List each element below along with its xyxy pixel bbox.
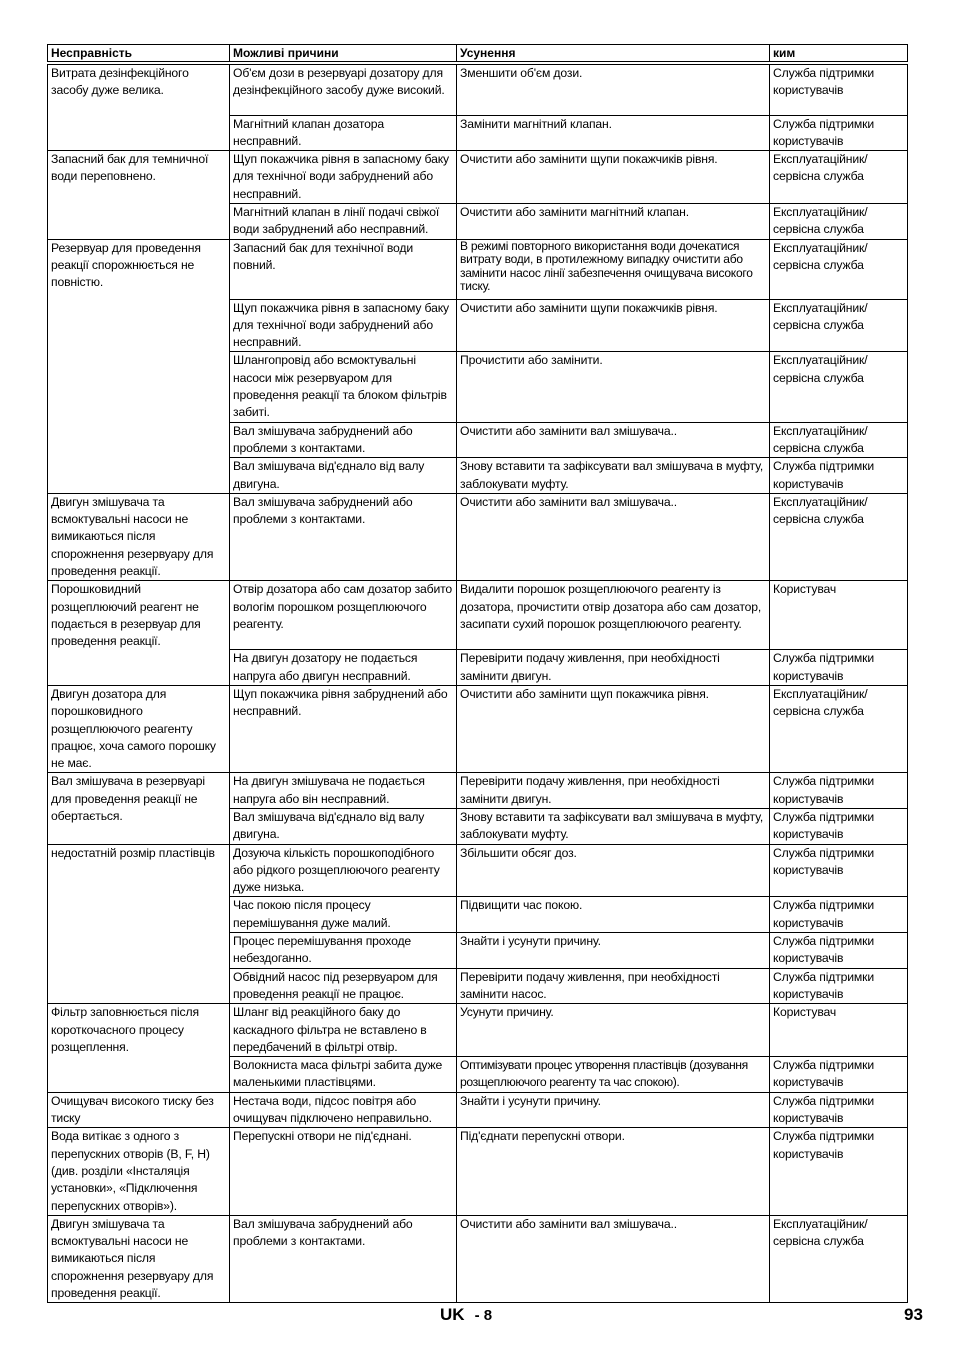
remedy-cell: Усунути причину. (457, 1004, 770, 1057)
by-cell: Експлуатаційник/ сервісна служба (770, 1215, 908, 1302)
cause-cell: На двигун дозатору не подається напруга або двигун несправний. (230, 650, 457, 686)
remedy-cell: Під'єднати перепускні отвори. (457, 1128, 770, 1215)
fault-cell: Двигун змішувача та всмоктувальні насоси не вимикаються після спорожнення резервуару для проведення реакції. (48, 493, 230, 580)
cause-cell: Магнітний клапан в лінії подачі свіжої води забруднений або несправний. (230, 203, 457, 239)
by-cell: Служба підтримки користувачів (770, 773, 908, 809)
fault-cell: Фільтр заповнюється після короткочасного процесу розщеплення. (48, 1004, 230, 1092)
remedy-cell: Знайти і усунути причину. (457, 933, 770, 969)
cause-cell: Процес перемішування проходе небездоганно. (230, 933, 457, 969)
page-number: 93 (904, 1305, 923, 1324)
table-row (48, 1004, 908, 1057)
remedy-cell: Очистити або замінити вал змішувача.. (457, 493, 770, 580)
fault-cell: Порошковидний розщеплюючий реагент не подається в резервуар для проведення реакції. (48, 581, 230, 686)
by-cell: Експлуатаційник/ сервісна служба (770, 352, 908, 422)
cause-cell: Магнітний клапан дозатора несправний. (230, 115, 457, 151)
cause-cell: Шланг від реакційного баку до каскадного фільтра не вставлено в передбачений в фільтрі отвір. (230, 1004, 457, 1057)
table-row (48, 239, 908, 299)
cause-cell: Вал змішувача забруднений або проблеми з контактами. (230, 422, 457, 458)
remedy-cell: Очистити або замінити магнітний клапан. (457, 203, 770, 239)
page-footer-label (440, 1305, 492, 1325)
remedy-cell: Перевірити подачу живлення, при необхідності замінити двигун. (457, 773, 770, 809)
by-cell: Служба підтримки користувачів (770, 1128, 908, 1215)
header-fault: Несправність (48, 45, 230, 64)
cause-cell: Перепускні отвори не під'єднані. (230, 1128, 457, 1215)
by-cell: Користувач (770, 581, 908, 650)
by-cell: Експлуатаційник/ сервісна служба (770, 239, 908, 299)
header-cause: Можливі причини (230, 45, 457, 64)
by-cell: Служба підтримки користувачів (770, 968, 908, 1004)
table-row (48, 63, 908, 115)
table-row (48, 1128, 908, 1215)
by-cell: Служба підтримки користувачів (770, 63, 908, 115)
table-row (48, 1215, 908, 1302)
fault-cell: Двигун дозатора для порошковидного розщеплюючого реагенту працює, хоча самого порошку не має. (48, 685, 230, 772)
remedy-cell: Оптимізувати процес утворення пластівців (дозування розщеплюючого реагенту та час спокою). (457, 1057, 770, 1093)
remedy-cell: Знову вставити та зафіксувати вал змішувача в муфту, заблокувати муфту. (457, 809, 770, 845)
header-remedy: Усунення (457, 45, 770, 64)
footer-section-page: - 8 (474, 1307, 493, 1324)
cause-cell: Вал змішувача від'єднало від валу двигуна. (230, 809, 457, 845)
table-row (48, 581, 908, 650)
fault-cell: Двигун змішувача та всмоктувальні насоси не вимикаються після спорожнення резервуару для проведення реакції. (48, 1215, 230, 1302)
table-row (48, 1092, 908, 1128)
cause-cell: Шлангопровід або всмоктувальні насоси між резервуаром для проведення реакції та блоком фільтрів забиті. (230, 352, 457, 422)
remedy-cell: Очистити або замінити щупи покажчиків рівня. (457, 299, 770, 352)
cause-cell: Час покою після процесу перемішування дуже малий. (230, 897, 457, 933)
by-cell: Служба підтримки користувачів (770, 115, 908, 151)
table-row (48, 773, 908, 809)
fault-cell: Резервуар для проведення реакції спорожнюється не повністю. (48, 239, 230, 493)
remedy-cell: Підвищити час покою. (457, 897, 770, 933)
by-cell: Служба підтримки користувачів (770, 809, 908, 845)
by-cell: Експлуатаційник/ сервісна служба (770, 203, 908, 239)
remedy-cell: Знайти і усунути причину. (457, 1092, 770, 1128)
remedy-cell: Замінити магнітний клапан. (457, 115, 770, 151)
table-row (48, 844, 908, 897)
remedy-cell: Прочистити або замінити. (457, 352, 770, 422)
cause-cell: Щуп покажчика рівня в запасному баку для технічної води забруднений або несправний. (230, 151, 457, 204)
remedy-cell: Перевірити подачу живлення, при необхідності замінити насос. (457, 968, 770, 1004)
remedy-cell: Очистити або замінити вал змішувача.. (457, 422, 770, 458)
by-cell: Експлуатаційник/ сервісна служба (770, 422, 908, 458)
remedy-cell: Знову вставити та зафіксувати вал змішувача в муфту, заблокувати муфту. (457, 458, 770, 494)
by-cell: Служба підтримки користувачів (770, 897, 908, 933)
cause-cell: Щуп покажчика рівня в запасному баку для технічної води забруднений або несправний. (230, 299, 457, 352)
by-cell: Експлуатаційник/ сервісна служба (770, 299, 908, 352)
table-row (48, 151, 908, 204)
fault-cell: Витрата дезінфекційного засобу дуже велика. (48, 63, 230, 151)
remedy-cell: Перевірити подачу живлення, при необхідності замінити двигун. (457, 650, 770, 686)
cause-cell: Вал змішувача забруднений або проблеми з контактами. (230, 493, 457, 580)
remedy-cell: Очистити або замінити щупи покажчиків рівня. (457, 151, 770, 204)
by-cell: Служба підтримки користувачів (770, 1092, 908, 1128)
table-row (48, 493, 908, 580)
footer-language: UK (440, 1305, 465, 1324)
cause-cell: Щуп покажчика рівня забруднений або несправний. (230, 685, 457, 772)
cause-cell: Вал змішувача забруднений або проблеми з контактами. (230, 1215, 457, 1302)
fault-cell: Запасний бак для темничної води переповнено. (48, 151, 230, 239)
by-cell: Служба підтримки користувачів (770, 1057, 908, 1093)
remedy-cell: Видалити порошок розщеплюючого реагенту із дозатора, прочистити отвір дозатора або сам дозатор, засипати сухий порошок розщеплюючого реагенту. (457, 581, 770, 650)
cause-cell: Запасний бак для технічної води повний. (230, 239, 457, 299)
cause-cell: Об'єм дози в резервуарі дозатору для дезінфекційного засобу дуже високий. (230, 63, 457, 115)
by-cell: Експлуатаційник/ сервісна служба (770, 685, 908, 772)
troubleshooting-table (47, 44, 908, 1303)
fault-cell: Вода витікає з одного з перепускних отворів (B, F, H) (див. розділи «Інсталяція установки», «Підключення перепускних отворів»). (48, 1128, 230, 1215)
cause-cell: Отвір дозатора або сам дозатор забито вологім порошком розщеплюючого реагенту. (230, 581, 457, 650)
fault-cell: Очищувач високого тиску без тиску (48, 1092, 230, 1128)
fault-cell: Вал змішувача в резервуарі для проведення реакції не обертається. (48, 773, 230, 844)
remedy-cell: Збільшити обсяг доз. (457, 844, 770, 897)
table-row (48, 685, 908, 772)
header-by: ким (770, 45, 908, 64)
by-cell: Експлуатаційник/ сервісна служба (770, 493, 908, 580)
by-cell: Служба підтримки користувачів (770, 458, 908, 494)
remedy-cell: Зменшити об'єм дози. (457, 63, 770, 115)
remedy-cell: Очистити або замінити вал змішувача.. (457, 1215, 770, 1302)
remedy-cell: Очистити або замінити щуп покажчика рівня. (457, 685, 770, 772)
by-cell: Служба підтримки користувачів (770, 844, 908, 897)
by-cell: Користувач (770, 1004, 908, 1057)
table-header-row (48, 45, 908, 64)
fault-cell: недостатній розмір пластівців (48, 844, 230, 1004)
remedy-cell: В режимі повторного використання води дочекатися витрату води, в протилежному випадку очистити або замінити насос лінії забезпечення очищувача високого тиску. (457, 239, 770, 299)
by-cell: Експлуатаційник/ сервісна служба (770, 151, 908, 204)
by-cell: Служба підтримки користувачів (770, 933, 908, 969)
cause-cell: На двигун змішувача не подається напруга або він несправний. (230, 773, 457, 809)
cause-cell: Волокниста маса фільтрі забита дуже маленькими пластівцями. (230, 1057, 457, 1093)
by-cell: Служба підтримки користувачів (770, 650, 908, 686)
cause-cell: Нестача води, підсос повітря або очищувач підключено неправильно. (230, 1092, 457, 1128)
cause-cell: Обвідний насос під резервуаром для проведення реакції не працює. (230, 968, 457, 1004)
cause-cell: Дозуюча кількість порошкоподібного або рідкого розщеплюючого реагенту дуже низька. (230, 844, 457, 897)
cause-cell: Вал змішувача від'єднало від валу двигуна. (230, 458, 457, 494)
